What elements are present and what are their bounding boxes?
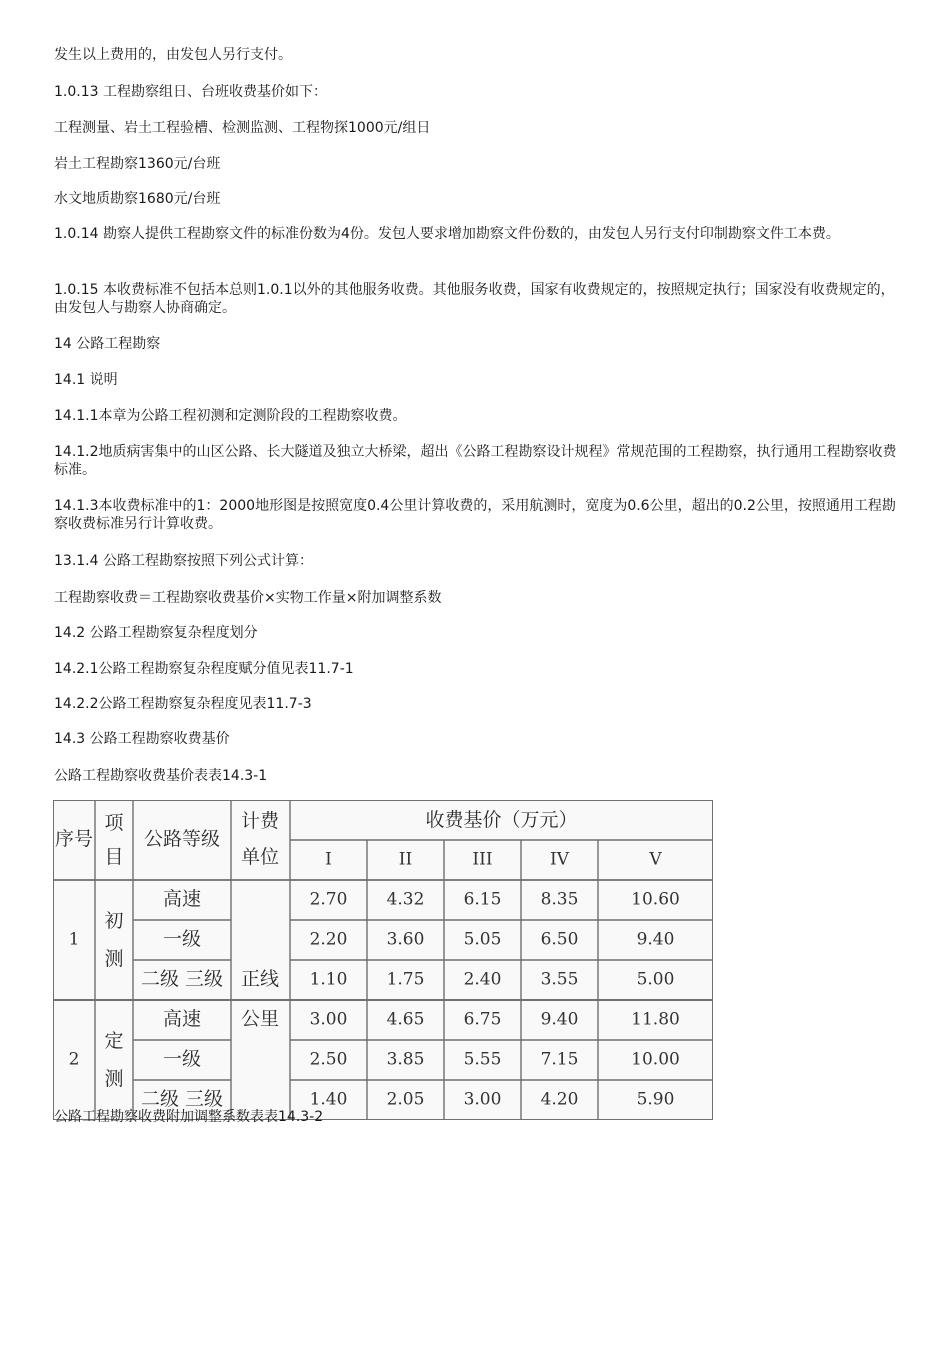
paragraph-14-1-3: 14.1.3本收费标准中的1：2000地形图是按照宽度0.4公里计算收费的，采用航测时，宽度为0.6公里，超出的0.2公里，按照通用工程勘察收费标准另行计算收费。 (54, 498, 896, 532)
paragraph-14-1-2: 14.1.2地质病害集中的山区公路、长大隧道及独立大桥梁，超出《公路工程勘察设计规程》常规范围的工程勘察，执行通用工程勘察收费标准。 (54, 444, 897, 478)
paragraph-14-2-2: 14.2.2公路工程勘察复杂程度见表11.7-3 (54, 696, 312, 712)
value-2-3-4: 4.20 (540, 1089, 579, 1110)
value-2-1-5: 11.80 (631, 1009, 680, 1030)
header-seq: 序号 (54, 828, 94, 850)
group-seq-1: 1 (68, 929, 80, 950)
value-1-2-1: 2.20 (309, 929, 348, 950)
value-1-3-3: 2.40 (463, 969, 502, 990)
table-caption: 公路工程勘察收费基价表表14.3-1 (54, 768, 268, 784)
value-1-3-2: 1.75 (386, 969, 425, 990)
header-level-2: II (398, 849, 413, 870)
value-1-3-5: 5.00 (636, 969, 675, 990)
grade-2-3: 二级 三级 (140, 1088, 224, 1110)
header-level-3: III (472, 849, 493, 870)
group-item-1-1: 初 (104, 910, 124, 932)
grade-2-2: 一级 (162, 1048, 202, 1070)
header-grade: 公路等级 (143, 828, 221, 850)
price-table (53, 800, 713, 1120)
value-1-2-5: 9.40 (636, 929, 675, 950)
header-item-2: 目 (104, 846, 124, 868)
group-item-1-2: 测 (104, 948, 124, 970)
paragraph-1: 发生以上费用的，由发包人另行支付。 (54, 47, 292, 63)
paragraph-2: 1.0.13 工程勘察组日、台班收费基价如下： (54, 84, 327, 100)
value-1-2-4: 6.50 (540, 929, 579, 950)
value-1-1-5: 10.60 (631, 889, 680, 910)
section-heading-14-2: 14.2 公路工程勘察复杂程度划分 (54, 625, 258, 641)
header-price: 收费基价（万元） (425, 809, 578, 831)
value-1-3-1: 1.10 (309, 969, 348, 990)
paragraph-14-1-1: 14.1.1本章为公路工程初测和定测阶段的工程勘察收费。 (54, 408, 407, 424)
grade-1-1: 高速 (162, 888, 202, 910)
group-seq-2: 2 (68, 1049, 80, 1070)
value-2-2-5: 10.00 (631, 1049, 680, 1070)
value-1-1-4: 8.35 (540, 889, 579, 910)
value-1-1-1: 2.70 (309, 889, 348, 910)
price-table-image (53, 800, 713, 1120)
section-heading-14: 14 公路工程勘察 (54, 336, 161, 352)
grade-1-3: 二级 三级 (140, 968, 224, 990)
value-1-1-2: 4.32 (386, 889, 425, 910)
value-1-2-2: 3.60 (386, 929, 425, 950)
paragraph-14-2-1: 14.2.1公路工程勘察复杂程度赋分值见表11.7-1 (54, 661, 354, 677)
header-level-5: V (649, 849, 662, 870)
value-2-3-5: 5.90 (636, 1089, 675, 1110)
group-item-2-2: 测 (104, 1068, 124, 1090)
unit-merged-1: 正线 (240, 968, 280, 990)
header-item-1: 项 (104, 812, 124, 834)
value-2-3-1: 1.40 (309, 1089, 348, 1110)
paragraph-13-1-4: 13.1.4 公路工程勘察按照下列公式计算： (54, 553, 313, 569)
value-2-2-2: 3.85 (386, 1049, 425, 1070)
paragraph-6: 1.0.14 勘察人提供工程勘察文件的标准份数为4份。发包人要求增加勘察文件份数的，由发包人另行支付印制勘察文件工本费。 (54, 226, 840, 242)
value-2-2-4: 7.15 (540, 1049, 579, 1070)
value-1-1-3: 6.15 (463, 889, 502, 910)
value-2-3-2: 2.05 (386, 1089, 425, 1110)
value-2-3-3: 3.00 (463, 1089, 502, 1110)
value-2-1-1: 3.00 (309, 1009, 348, 1030)
value-2-1-4: 9.40 (540, 1009, 579, 1030)
value-1-2-3: 5.05 (463, 929, 502, 950)
paragraph-4: 岩土工程勘察1360元/台班 (54, 156, 221, 172)
table-caption-2: 公路工程勘察收费附加调整系数表表14.3-2 (54, 1109, 324, 1125)
header-unit-1: 计费 (240, 810, 280, 832)
formula-text: 工程勘察收费＝工程勘察收费基价×实物工作量×附加调整系数 (54, 590, 442, 606)
section-heading-14-1: 14.1 说明 (54, 372, 118, 388)
value-2-1-3: 6.75 (463, 1009, 502, 1030)
header-unit-2: 单位 (240, 846, 280, 868)
paragraph-5: 水文地质勘察1680元/台班 (54, 191, 221, 207)
section-heading-14-3: 14.3 公路工程勘察收费基价 (54, 731, 230, 747)
header-level-4: IV (550, 849, 569, 870)
paragraph-3: 工程测量、岩土工程验槽、检测监测、工程物探1000元/组日 (54, 120, 431, 136)
paragraph-7: 1.0.15 本收费标准不包括本总则1.0.1以外的其他服务收费。其他服务收费，国家有收费规定的，按照规定执行；国家没有收费规定的，由发包人与勘察人协商确定。 (54, 282, 895, 316)
value-2-2-1: 2.50 (309, 1049, 348, 1070)
value-1-3-4: 3.55 (540, 969, 579, 990)
grade-2-1: 高速 (162, 1008, 202, 1030)
unit-merged-2: 公里 (240, 1008, 280, 1030)
group-item-2-1: 定 (104, 1030, 124, 1052)
value-2-2-3: 5.55 (463, 1049, 502, 1070)
grade-1-2: 一级 (162, 928, 202, 950)
value-2-1-2: 4.65 (386, 1009, 425, 1030)
header-level-1: I (325, 849, 332, 870)
